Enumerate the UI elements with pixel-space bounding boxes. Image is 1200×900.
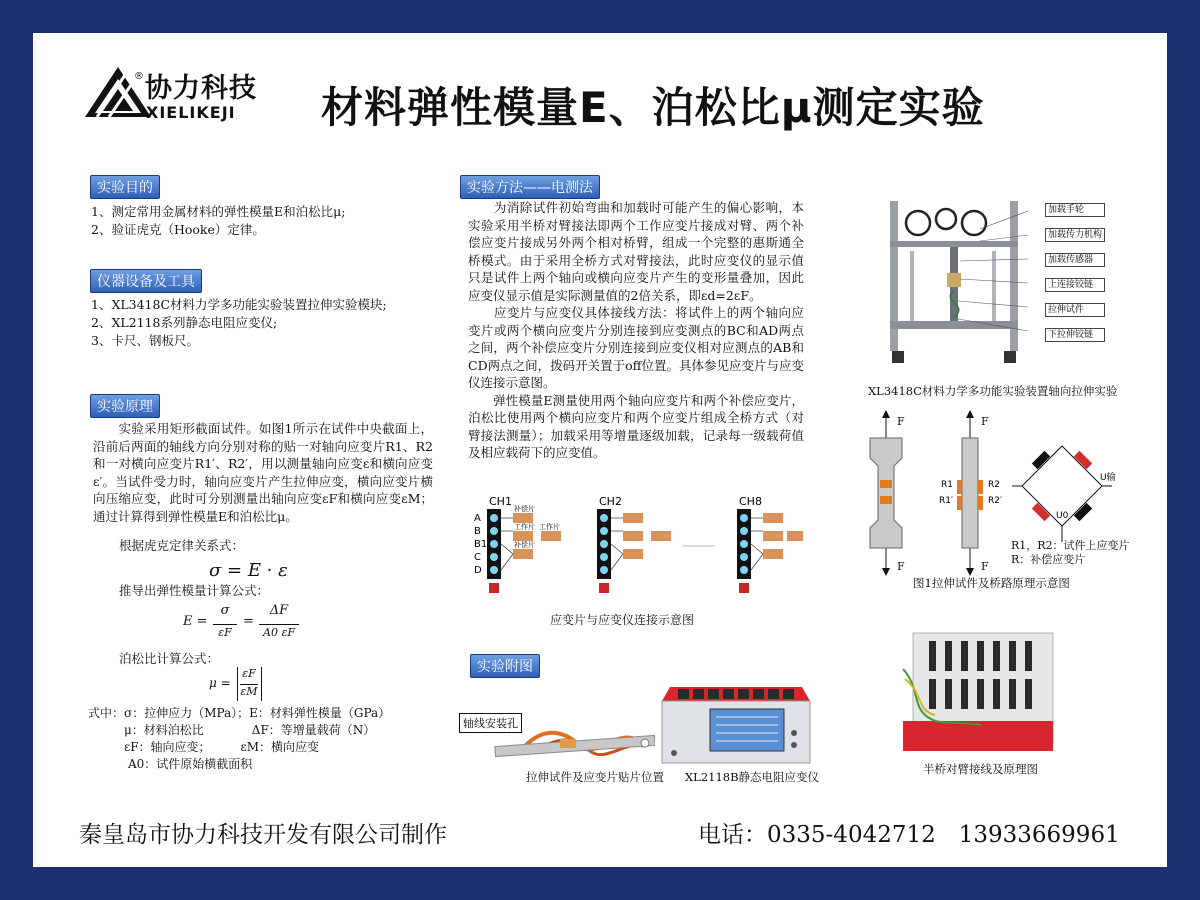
poisson-den: εM [240, 685, 258, 698]
method-para-3: 弹性模量E测量使用两个轴向应变片和两个补偿应变片，泊松比使用两个横向应变片和两个应变片组成全桥方式（对臂接法测量）；加载采用等增量逐级加载，记录每一级载荷值及相应载荷下的应变值。 [468, 392, 804, 460]
terminal-d: D [474, 565, 482, 576]
heading-appendix: 实验附图 [470, 654, 540, 678]
method-para-1: 为消除试件初始弯曲和加载时可能产生的偏心影响，本实验采用半桥对臂接法即两个工作应变片接成对臂、两个补偿应变片接成另外两个相对桥臂，组成一个完整的惠斯通全桥模式。由于采用全桥方式对臂接法，此时应变仪的显示值只是试件上两个轴向或横向应变片产生的变形量叠加，因此应变仪显示值是实际测量值的2倍关系，即εd=2εF。 [468, 200, 804, 303]
poisson-lhs: μ = [209, 676, 231, 690]
poisson-label: 泊松比计算公式： [119, 651, 220, 666]
channel-block-ch8 [737, 509, 803, 593]
modulus-eq: = [243, 614, 254, 629]
hooke-formula: σ = E · ε [209, 560, 288, 581]
heading-method: 实验方法——电测法 [460, 175, 600, 199]
channel-label-ch8: CH8 [739, 495, 762, 508]
purpose-line-2: 2、验证虎克（Hooke）定律。 [91, 222, 265, 237]
gauge-r1-prime: R1′ [939, 496, 954, 506]
modulus-num1: σ [220, 603, 230, 618]
part-label-upper-hinge: 上连接铰链 [1045, 278, 1105, 292]
modulus-label: 推导出弹性模量计算公式： [119, 583, 270, 598]
poisson-formula [209, 665, 289, 705]
equipment-line-3: 3、卡尺、钢板尺。 [91, 333, 199, 348]
gauge-r2: R2 [988, 480, 1000, 490]
equipment-line-2: 2、XL2118系列静态电阻应变仪; [91, 315, 278, 330]
legend-line-1: 式中：σ：拉伸应力（MPa）；E：材料弹性模量（GPa） [88, 706, 391, 720]
poster [33, 33, 1167, 867]
registered-mark: ® [134, 71, 144, 82]
machine-caption: XL3418C材料力学多功能实验装置轴向拉伸实验 [868, 384, 1118, 398]
bridge-output: U输 [1100, 473, 1116, 483]
modulus-den2: A0 εF [263, 626, 295, 639]
bridge-note-2: R：补偿应变片 [1011, 553, 1086, 566]
gauge-label-2: 工作片 [514, 523, 535, 531]
method-text [468, 199, 804, 462]
legend-line-3: εF：轴向应变； εM：横向应变 [124, 740, 320, 754]
bridge-input: U0 [1056, 511, 1069, 521]
bridge-caption: 图1拉伸试件及桥路原理示意图 [913, 576, 1070, 590]
terminal-c: C [474, 552, 481, 563]
modulus-fraction-bar-2 [259, 624, 299, 625]
specimen-caption: 拉伸试件及应变片贴片位置 [526, 770, 664, 784]
purpose-line-1: 1、测定常用金属材料的弹性模量E和泊松比μ; [91, 204, 346, 219]
strain-meter-photo [660, 673, 812, 765]
equipment-list [91, 296, 387, 350]
instrument-caption: XL2118B静态电阻应变仪 [685, 770, 820, 784]
purpose-list [91, 203, 345, 239]
page-title: 材料弹性模量E、泊松比μ测定实验 [321, 83, 985, 132]
modulus-num2: ΔF [269, 603, 289, 618]
gauge-r1: R1 [941, 480, 953, 490]
modulus-den1: εF [218, 626, 232, 639]
wiring-board-photo [901, 629, 1059, 753]
modulus-fraction-bar-1 [213, 624, 237, 625]
part-label-handwheel: 加载手轮 [1045, 203, 1105, 217]
footer-company: 秦皇岛市协力科技开发有限公司制作 [79, 822, 447, 848]
work-gauge-label: 工作片 [539, 523, 560, 531]
principle-paragraph: 实验采用矩形截面试件。如图1所示在试件中央截面上，沿前后两面的轴线方向分别对称的贴一对轴向应变片R1、R2和一对横向应变片R1′、R2′，用以测量轴向应变ε和横向应变ε′。当试件受力时，轴向应变片产生拉伸应变，横向应变片横向压缩应变，此时可分别测量出轴向应变εF和横向应变εM；通过计算得到弹性模量E和泊松比μ。 [93, 421, 433, 524]
heading-equipment: 仪器设备及工具 [90, 269, 202, 293]
wiring-caption: 半桥对臂接线及原理图 [923, 762, 1038, 776]
heading-principle: 实验原理 [90, 394, 160, 418]
legend-line-4: A0：试件原始横截面积 [128, 757, 253, 771]
part-label-lower-hinge: 下拉伸铰链 [1045, 328, 1105, 342]
machine-part-labels [1045, 203, 1105, 342]
equipment-line-1: 1、XL3418C材料力学多功能实验装置拉伸实验模块; [91, 297, 387, 312]
legend-line-2: μ：材料泊松比 ΔF：等增量载荷（N） [124, 723, 376, 737]
terminal-labels [474, 512, 487, 577]
footer-phone: 电话：0335-4042712 13933669961 [698, 822, 1120, 848]
gauge-r2-prime: R2′ [988, 496, 1003, 506]
logo-text-en: XIELIKEJI [146, 103, 236, 122]
poisson-num: εF [242, 667, 256, 680]
heading-purpose: 实验目的 [90, 175, 160, 199]
terminal-b1: B1 [474, 539, 488, 550]
gauge-label-1: 补偿片 [514, 505, 535, 513]
terminal-a: A [474, 513, 481, 524]
logo-text-cn: 协力科技 [145, 73, 257, 104]
abs-bar-left [237, 667, 238, 701]
modulus-lhs: E = [183, 614, 208, 629]
bridge-note-1: R1，R2：试件上应变片 [1011, 539, 1130, 552]
channel-label-ch1: CH1 [489, 495, 512, 508]
formula-legend [88, 705, 390, 773]
hooke-label: 根据虎克定律关系式： [119, 538, 245, 553]
channel-label-ch2: CH2 [599, 495, 622, 508]
connection-caption: 应变片与应变仪连接示意图 [550, 613, 695, 627]
abs-bar-right [261, 667, 262, 701]
force-label-top-2: F [981, 415, 989, 428]
part-label-sensor: 加载传感器 [1045, 253, 1105, 267]
modulus-formula [183, 603, 313, 647]
part-label-transmission: 加载传力机构 [1045, 228, 1105, 242]
channel-block-ch2 [597, 509, 671, 593]
bridge-notes [1011, 539, 1130, 567]
gauge-label-3: 补偿片 [514, 541, 535, 549]
part-label-specimen: 拉伸试件 [1045, 303, 1105, 317]
specimen-photo [455, 701, 655, 769]
force-label-top-1: F [897, 415, 905, 428]
terminal-b: B [474, 526, 481, 537]
method-para-2: 应变片与应变仪具体接线方法：将试件上的两个轴向应变片或两个横向应变片分别连接到应变测点的BC和AD两点之间，两个补偿应变片分别连接到应变仪相对应测点的AB和CD两点之间，拨码开关置于off位置。具体参见应变片与应变仪连接示意图。 [468, 305, 804, 390]
force-label-bottom-1: F [897, 560, 905, 573]
testing-machine-photo [880, 201, 1030, 369]
force-label-bottom-2: F [981, 560, 989, 573]
mounting-hole-tag: 轴线安装孔 [459, 713, 522, 733]
